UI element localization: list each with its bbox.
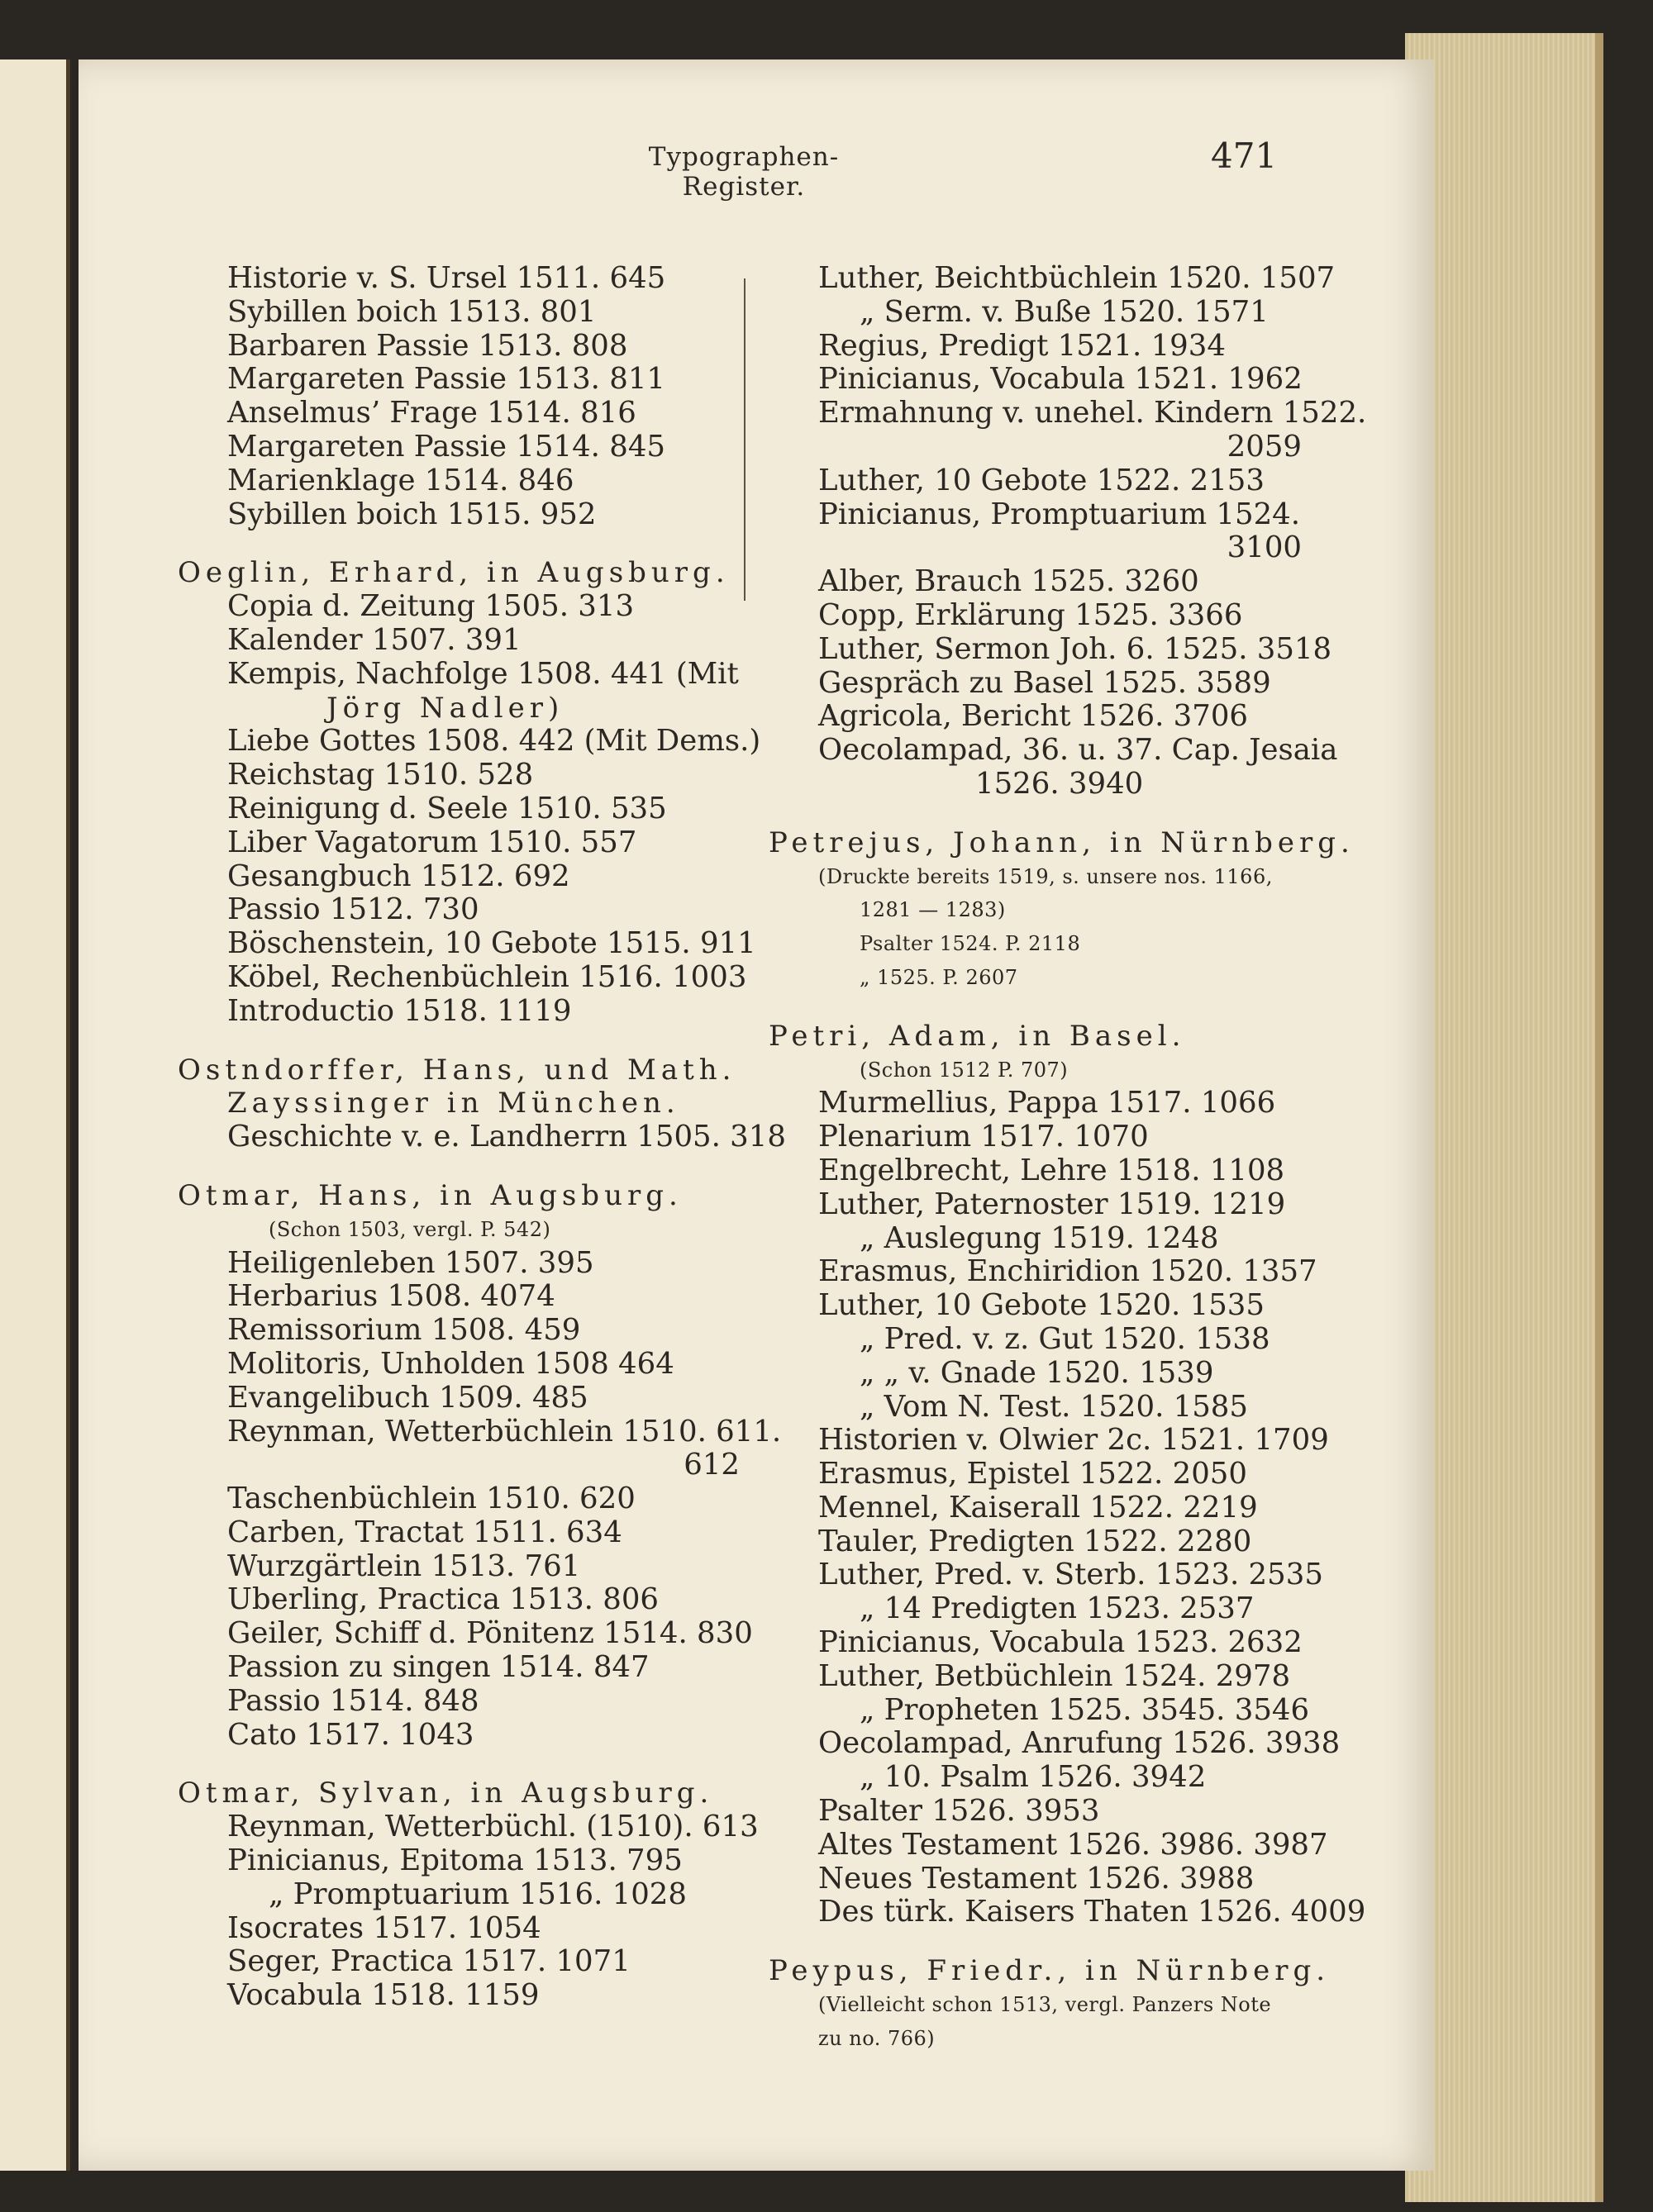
register-entry: Neues Testament 1526. 3988 [818, 1861, 1255, 1896]
register-entry: Uberling, Practica 1513. 806 [227, 1582, 660, 1617]
register-entry: Margareten Passie 1513. 811 [227, 362, 665, 397]
register-entry: Historie v. S. Ursel 1511. 645 [227, 261, 666, 295]
register-entry: Introductio 1518. 1119 [227, 993, 572, 1028]
register-entry: Herbarius 1508. 4074 [227, 1279, 555, 1314]
column-divider [744, 278, 746, 601]
printer-heading: Jörg Nadler) [326, 691, 564, 725]
register-entry: Psalter 1526. 3953 [818, 1794, 1100, 1829]
register-entry: Des türk. Kaisers Thaten 1526. 4009 [818, 1895, 1366, 1929]
register-note: zu no. 766) [818, 2026, 936, 2050]
register-entry: Copia d. Zeitung 1505. 313 [227, 589, 635, 624]
register-entry: Wurzgärtlein 1513. 761 [227, 1548, 581, 1583]
register-entry: 2059 [1227, 429, 1302, 464]
register-entry: Luther, Beichtbüchlein 1520. 1507 [818, 261, 1336, 295]
register-entry: Sybillen boich 1515. 952 [227, 497, 597, 531]
register-column-left [178, 261, 786, 2013]
register-entry: Pinicianus, Vocabula 1523. 2632 [818, 1625, 1303, 1660]
register-entry: Oecolampad, 36. u. 37. Cap. Jesaia [818, 733, 1338, 768]
register-entry: Luther, Sermon Joh. 6. 1525. 3518 [818, 631, 1332, 666]
register-entry: Pinicianus, Vocabula 1521. 1962 [818, 362, 1303, 397]
register-entry: Erasmus, Enchiridion 1520. 1357 [818, 1254, 1317, 1289]
register-entry: Gesangbuch 1512. 692 [227, 859, 570, 893]
register-entry: Marienklage 1514. 846 [227, 463, 574, 497]
register-entry: Erasmus, Epistel 1522. 2050 [818, 1457, 1247, 1491]
register-entry: Liber Vagatorum 1510. 557 [227, 825, 637, 859]
register-entry: Luther, Paternoster 1519. 1219 [818, 1187, 1286, 1221]
register-note: (Vielleicht schon 1513, vergl. Panzers Note [818, 1993, 1272, 2017]
register-note: (Druckte bereits 1519, s. unsere nos. 1166, [818, 864, 1273, 888]
register-entry: Murmellius, Pappa 1517. 1066 [818, 1086, 1276, 1120]
register-entry: Luther, Pred. v. Sterb. 1523. 2535 [818, 1558, 1323, 1592]
register-entry: Plenarium 1517. 1070 [818, 1120, 1149, 1154]
register-entry: Gespräch zu Basel 1525. 3589 [818, 665, 1271, 700]
register-entry: Altes Testament 1526. 3986. 3987 [818, 1827, 1328, 1862]
register-entry: Historien v. Olwier 2c. 1521. 1709 [818, 1423, 1329, 1458]
register-entry: Passio 1514. 848 [227, 1683, 479, 1718]
register-note: (Schon 1512 P. 707) [860, 1058, 1069, 1082]
register-entry: Sybillen boich 1513. 801 [227, 294, 597, 329]
printer-heading: Petri, Adam, in Basel. [769, 1019, 1186, 1053]
register-entry: Geiler, Schiff d. Pönitenz 1514. 830 [227, 1616, 753, 1651]
page-stack-edge [1405, 33, 1603, 2202]
printer-heading: Peypus, Friedr., in Nürnberg. [769, 1954, 1331, 1988]
register-entry: Tauler, Predigten 1522. 2280 [818, 1524, 1252, 1558]
register-entry: Liebe Gottes 1508. 442 (Mit Dems.) [227, 724, 761, 759]
left-page-edge [0, 59, 70, 2171]
register-note: Psalter 1524. P. 2118 [860, 932, 1081, 956]
register-entry: Passion zu singen 1514. 847 [227, 1650, 650, 1685]
register-entry: Reichstag 1510. 528 [227, 758, 534, 792]
register-entry: Reynman, Wetterbüchl. (1510). 613 [227, 1810, 759, 1844]
register-note: 1281 — 1283) [860, 898, 1006, 922]
register-entry: Oecolampad, Anrufung 1526. 3938 [818, 1726, 1341, 1761]
register-entry: Luther, Betbüchlein 1524. 2978 [818, 1658, 1291, 1693]
register-entry: Remissorium 1508. 459 [227, 1313, 581, 1348]
register-entry: Ermahnung v. unehel. Kindern 1522. [818, 396, 1367, 431]
page-number: 471 [1211, 136, 1278, 176]
register-entry: Molitoris, Unholden 1508 464 [227, 1346, 674, 1381]
register-entry: „ Pred. v. z. Gut 1520. 1538 [860, 1321, 1270, 1356]
printer-heading: Oeglin, Erhard, in Augsburg. [178, 556, 730, 590]
printer-heading: Ostndorffer, Hans, und Math. [178, 1053, 736, 1087]
register-entry: Mennel, Kaiserall 1522. 2219 [818, 1490, 1258, 1525]
register-note: (Schon 1503, vergl. P. 542) [269, 1217, 551, 1241]
register-entry: Carben, Tractat 1511. 634 [227, 1515, 622, 1549]
register-entry: Copp, Erklärung 1525. 3366 [818, 597, 1243, 632]
register-entry: „ Auslegung 1519. 1248 [860, 1220, 1219, 1255]
register-entry: Pinicianus, Epitoma 1513. 795 [227, 1843, 683, 1878]
register-entry: „ 14 Predigten 1523. 2537 [860, 1591, 1255, 1626]
register-entry: Evangelibuch 1509. 485 [227, 1380, 588, 1415]
register-entry: Heiligenleben 1507. 395 [227, 1245, 594, 1280]
printer-heading: Otmar, Sylvan, in Augsburg. [178, 1777, 714, 1810]
register-entry: Geschichte v. e. Landherrn 1505. 318 [227, 1120, 786, 1154]
register-entry: Seger, Practica 1517. 1071 [227, 1944, 631, 1979]
register-entry: „ Vom N. Test. 1520. 1585 [860, 1389, 1248, 1424]
register-entry: Kalender 1507. 391 [227, 622, 522, 657]
register-entry: Cato 1517. 1043 [227, 1717, 474, 1752]
book-page [79, 59, 1434, 2171]
register-entry: 1526. 3940 [975, 766, 1144, 801]
register-entry: Taschenbüchlein 1510. 620 [227, 1482, 636, 1516]
register-entry: Vocabula 1518. 1159 [227, 1978, 540, 2013]
register-entry: „ Promptuarium 1516. 1028 [269, 1877, 687, 1911]
register-entry: Köbel, Rechenbüchlein 1516. 1003 [227, 959, 747, 994]
register-entry: Pinicianus, Promptuarium 1524. [818, 497, 1301, 531]
register-entry: 3100 [1227, 530, 1302, 565]
printer-heading: Zayssinger in München. [227, 1087, 680, 1120]
register-entry: Reinigung d. Seele 1510. 535 [227, 791, 667, 825]
printer-heading: Otmar, Hans, in Augsburg. [178, 1178, 683, 1212]
register-entry: „ „ v. Gnade 1520. 1539 [860, 1355, 1214, 1390]
register-column-right [769, 261, 1367, 2056]
register-entry: Isocrates 1517. 1054 [227, 1910, 541, 1945]
register-entry: Margareten Passie 1514. 845 [227, 429, 665, 464]
register-entry: Engelbrecht, Lehre 1518. 1108 [818, 1153, 1285, 1187]
running-head: Typographen-Register. [648, 142, 840, 202]
register-note: „ 1525. P. 2607 [860, 965, 1018, 989]
register-entry: „ Propheten 1525. 3545. 3546 [860, 1692, 1310, 1727]
register-entry: 612 [684, 1448, 740, 1482]
register-entry: Regius, Predigt 1521. 1934 [818, 328, 1226, 363]
register-entry: Alber, Brauch 1525. 3260 [818, 564, 1199, 599]
register-entry: Reynman, Wetterbüchlein 1510. 611. [227, 1414, 782, 1449]
register-entry: „ Serm. v. Buße 1520. 1571 [860, 294, 1269, 329]
register-entry: Passio 1512. 730 [227, 892, 479, 927]
register-entry: Luther, 10 Gebote 1520. 1535 [818, 1288, 1265, 1323]
printer-heading: Petrejus, Johann, in Nürnberg. [769, 825, 1355, 859]
register-entry: Agricola, Bericht 1526. 3706 [818, 699, 1249, 734]
register-entry: Böschenstein, 10 Gebote 1515. 911 [227, 926, 756, 961]
register-entry: Barbaren Passie 1513. 808 [227, 328, 628, 363]
register-entry: Kempis, Nachfolge 1508. 441 (Mit [227, 656, 739, 691]
register-entry: Anselmus’ Frage 1514. 816 [227, 396, 636, 431]
register-entry: Luther, 10 Gebote 1522. 2153 [818, 463, 1265, 497]
register-entry: „ 10. Psalm 1526. 3942 [860, 1760, 1207, 1795]
